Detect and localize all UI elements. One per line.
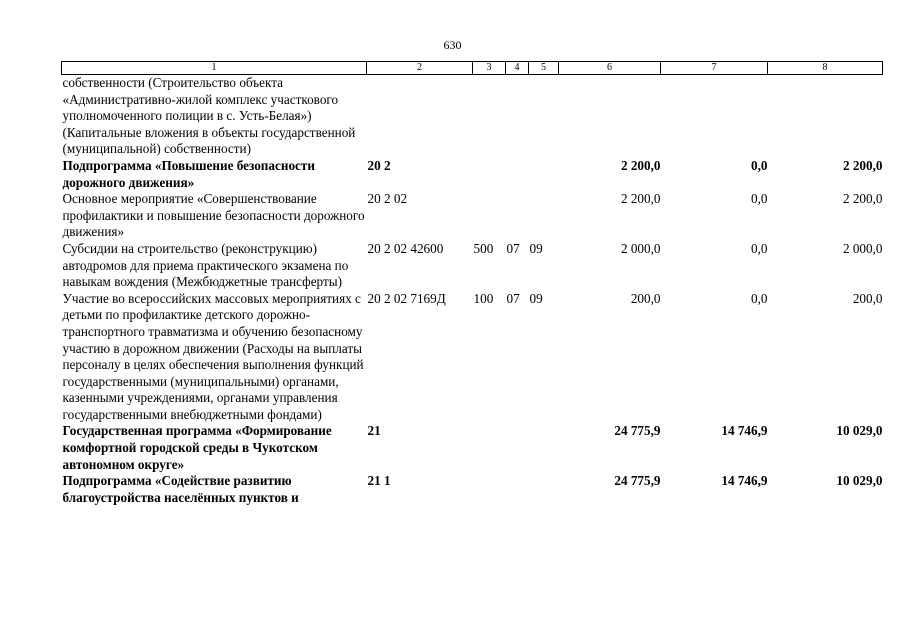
row-vr [473, 158, 506, 191]
row-code [367, 75, 473, 158]
row-name: собственности (Строительство объекта «Административно-жилой комплекс участкового уполномоченного полиции в с. Усть-Белая») (Капитальные вложения в объекты государственной (муниципальной) собственности) [62, 75, 356, 157]
row-code: 20 2 02 [367, 191, 408, 207]
col-header-amount-2: 7 [661, 62, 768, 75]
row-amount-3: 2 200,0 [842, 157, 883, 173]
row-amount-2: 14 746,9 [721, 473, 768, 489]
row-pr: 09 [529, 240, 543, 256]
budget-table [61, 61, 883, 506]
row-amount-1: 24 775,9 [614, 423, 661, 439]
row-vr: 100 [473, 290, 494, 306]
row-amount-2: 14 746,9 [721, 423, 768, 439]
row-vr: 500 [473, 240, 494, 256]
col-header-amount-3: 8 [768, 62, 883, 75]
table-row [62, 158, 883, 191]
col-header-name: 1 [62, 62, 367, 75]
row-rz [506, 473, 529, 506]
row-pr [529, 473, 559, 506]
row-amount-2 [661, 75, 768, 158]
row-amount-1: 24 775,9 [614, 473, 661, 489]
row-rz: 07 [506, 240, 520, 256]
row-amount-2: 0,0 [751, 240, 768, 256]
row-pr: 09 [529, 290, 543, 306]
row-rz [506, 158, 529, 191]
row-amount-1: 200,0 [630, 290, 661, 306]
row-name: Подпрограмма «Повышение безопасности дорожного движения» [62, 157, 315, 190]
table-row [62, 241, 883, 291]
row-rz: 07 [506, 290, 520, 306]
row-rz [506, 423, 529, 473]
row-amount-2: 0,0 [751, 157, 768, 173]
col-header-pr: 5 [529, 62, 559, 75]
col-header-code: 2 [367, 62, 473, 75]
table-row [62, 291, 883, 424]
row-amount-1: 2 200,0 [620, 191, 661, 207]
column-number-header [62, 62, 883, 75]
row-amount-2: 0,0 [751, 290, 768, 306]
row-amount-3: 2 200,0 [842, 191, 883, 207]
row-code: 20 2 02 7169Д [367, 290, 446, 306]
row-name: Основное мероприятие «Совершенствование профилактики и повышение безопасности дорожного движения» [62, 191, 365, 240]
row-amount-3: 10 029,0 [836, 473, 883, 489]
table-row [62, 473, 883, 506]
row-pr [529, 191, 559, 241]
table-row [62, 423, 883, 473]
row-code: 21 1 [367, 473, 391, 489]
table-row [62, 191, 883, 241]
col-header-vr: 3 [473, 62, 506, 75]
row-amount-3: 200,0 [852, 290, 883, 306]
row-name: Субсидии на строительство (реконструкцию) автодромов для приема практического экзамена по навыкам вождения (Межбюджетные трансферты) [62, 240, 349, 290]
row-amount-3: 2 000,0 [842, 240, 883, 256]
row-name: Государственная программа «Формирование комфортной городской среды в Чукотском автономном округе» [62, 423, 332, 472]
row-vr [473, 473, 506, 506]
col-header-rz: 4 [506, 62, 529, 75]
table-row [62, 75, 883, 158]
row-amount-1 [559, 75, 661, 158]
row-code: 21 [367, 423, 381, 439]
row-code: 20 2 02 42600 [367, 240, 444, 256]
row-amount-1: 2 000,0 [620, 240, 661, 256]
row-pr [529, 158, 559, 191]
col-header-amount-1: 6 [559, 62, 661, 75]
row-pr [529, 423, 559, 473]
row-vr [473, 75, 506, 158]
row-code: 20 2 [367, 157, 391, 173]
row-rz [506, 75, 529, 158]
row-pr [529, 75, 559, 158]
row-vr [473, 191, 506, 241]
row-name: Участие во всероссийских массовых мероприятиях с детьми по профилактике детского дорожно-транспортного травматизма и обучению безопасному участию в дорожном движении (Расходы на выплаты персоналу в целях обеспечения выполнения функций государственными (муниципальными) органами, казенными учреждениями, органами управления государственными внебюджетными фондами) [62, 290, 364, 422]
row-name: Подпрограмма «Содействие развитию благоустройства населённых пунктов и [62, 473, 299, 505]
row-amount-1: 2 200,0 [620, 157, 661, 173]
row-amount-3: 10 029,0 [836, 423, 883, 439]
row-rz [506, 191, 529, 241]
row-vr [473, 423, 506, 473]
page-number: 630 [443, 38, 462, 52]
row-amount-3 [768, 75, 883, 158]
row-amount-2: 0,0 [751, 191, 768, 207]
